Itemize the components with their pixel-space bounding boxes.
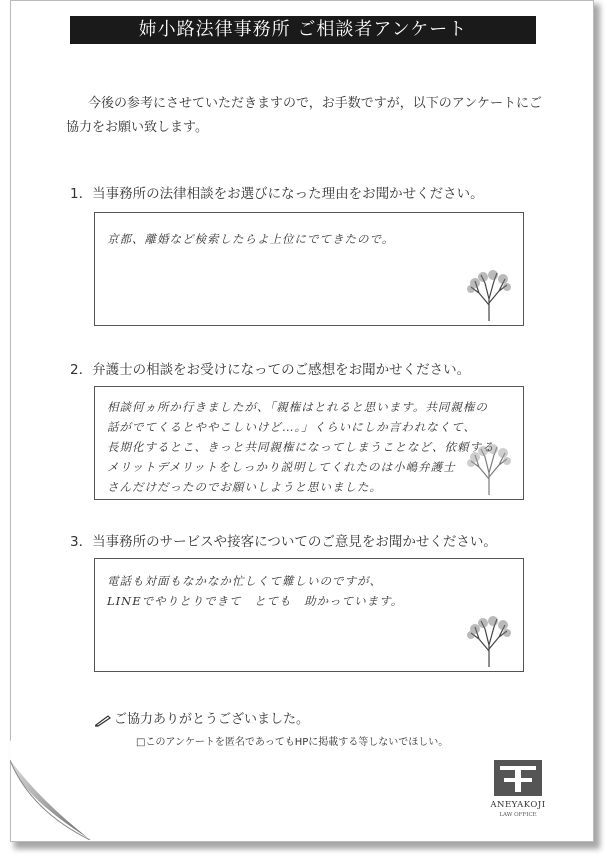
page-title: 姉小路法律事務所 ご相談者アンケート	[70, 16, 536, 44]
question-1-label: 1．当事務所の法律相談をお選びになった理由をお聞かせください。	[70, 186, 484, 202]
answer-2-line-1: 相談何ヵ所か行きましたが、「親権はとれると思います。共同親権の	[107, 400, 488, 414]
answer-2-line-5: さんだけだったのでお願いしようと思いました。	[107, 480, 382, 494]
answer-box-2	[94, 386, 524, 500]
tree-icon	[461, 615, 517, 667]
page-curl	[10, 740, 110, 840]
question-3-label: 3．当事務所のサービスや接客についてのご意見をお聞かせください。	[70, 534, 497, 550]
thanks-line	[94, 708, 309, 727]
answer-2-line-4: メリットデメリットをしっかり説明してくれたのは小嶋弁護士	[107, 460, 456, 474]
answer-2-line-2: 話がでてくるとややこしいけど…。」くらいにしか言われなくて、	[107, 420, 477, 434]
intro-text: 今後の参考にさせていただきますので，お手数ですが，以下のアンケートにご協力をお願い致します。	[66, 96, 542, 135]
pencil-icon	[94, 713, 112, 727]
answer-box-1	[94, 212, 524, 326]
answer-2-line-3: 長期化するとこ、きっと共同親権になってしまうことなど、依頼する	[107, 440, 495, 454]
answer-3-line-2: LINEでやりとりできて とても 助かっています。	[107, 594, 404, 608]
question-2-label: 2．弁護士の相談をお受けになってのご感想をお聞かせください。	[70, 362, 471, 378]
answer-box-3	[94, 558, 524, 672]
logo-subtitle: LAW OFFICE	[499, 812, 537, 818]
thanks-text: ご協力ありがとうございました。	[114, 712, 310, 727]
tree-icon	[461, 443, 517, 495]
answer-1-line-1: 京都、離婚など検索したらよ上位にでてきたので。	[107, 232, 395, 246]
aneyakoji-logo-icon	[488, 758, 548, 820]
logo-name: ANEYAKOJI	[490, 800, 546, 810]
anonymity-note: □このアンケートを匿名であってもHPに掲載する等しないでほしい。	[136, 737, 449, 748]
answer-3-line-1: 電話も対面もなかなか忙しくて難しいのですが、	[107, 574, 382, 588]
tree-icon	[461, 269, 517, 321]
